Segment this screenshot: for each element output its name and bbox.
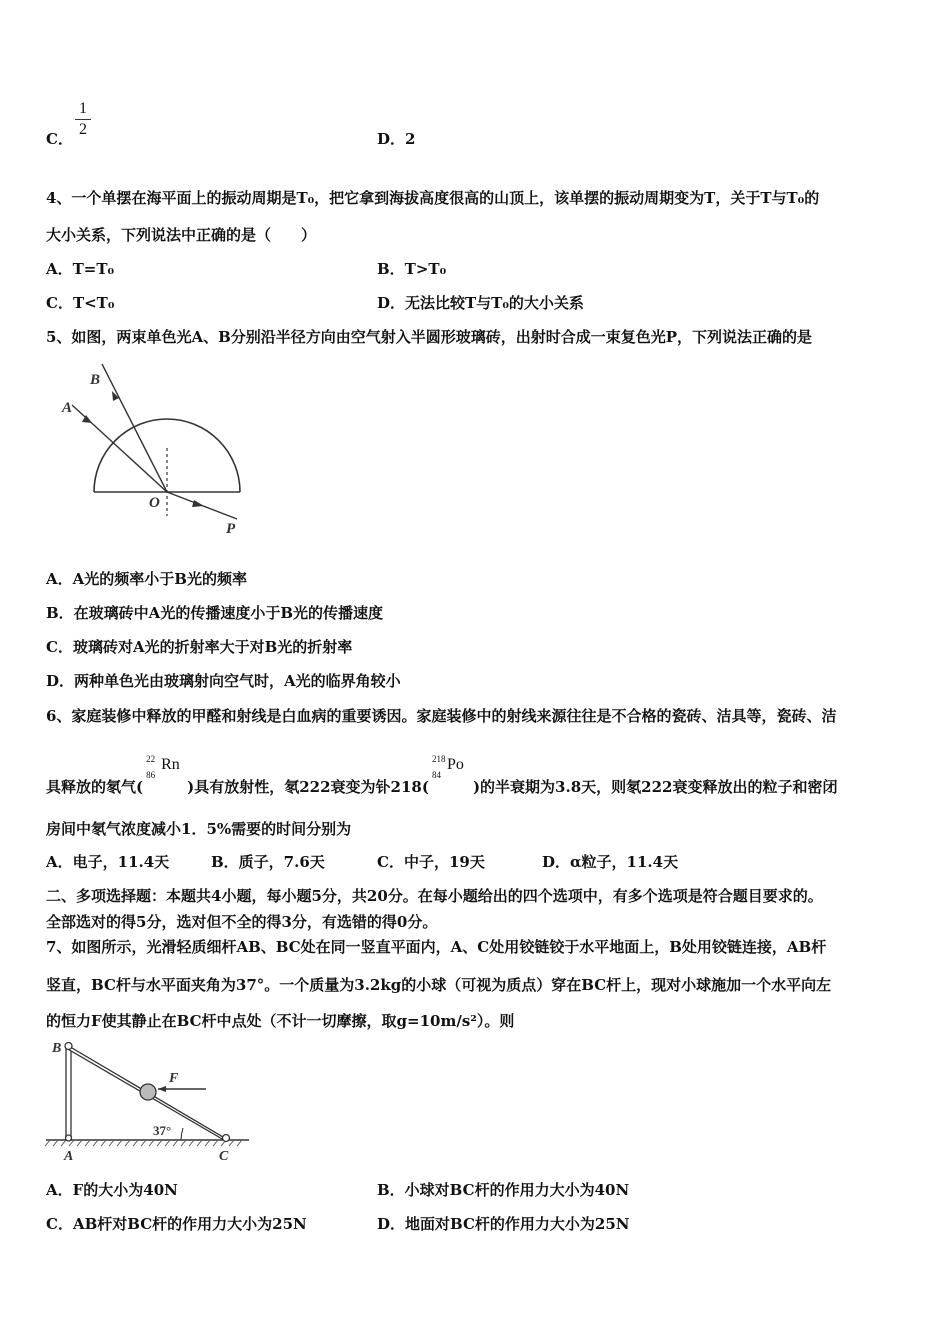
q3-option-c-fraction bbox=[75, 100, 91, 139]
hinge-a bbox=[66, 1135, 72, 1141]
ground-hatching bbox=[45, 1140, 242, 1146]
q6-option-d: D．α粒子，11.4天 bbox=[542, 853, 679, 871]
section2-header-line1: 二、多项选择题：本题共4小题，每小题5分，共20分。在每小题给出的四个选项中，有多个选项是符合题目要求的。 bbox=[46, 887, 823, 905]
radon-atomic-number: 86 bbox=[146, 770, 156, 780]
q6-line2-part-a: 具释放的氡气( bbox=[46, 778, 144, 796]
polonium-atomic-number: 84 bbox=[431, 770, 441, 780]
rod-ab bbox=[66, 1046, 71, 1140]
label-o: O bbox=[149, 495, 160, 511]
label-b: B bbox=[90, 372, 101, 388]
angle-arc bbox=[181, 1128, 183, 1140]
label-a: A bbox=[64, 1149, 74, 1164]
force-f-arrow bbox=[158, 1086, 166, 1092]
label-b: B bbox=[52, 1041, 62, 1056]
ray-b-line bbox=[102, 364, 167, 492]
q7-stem-line3: 的恒力F使其静止在BC杆中点处（不计一切摩擦，取g=10m/s²）。则 bbox=[46, 1012, 515, 1030]
q4-option-c: C．T<T₀ bbox=[46, 294, 115, 312]
q7-option-a: A．F的大小为40N bbox=[46, 1181, 178, 1199]
q4-option-d: D．无法比较T与T₀的大小关系 bbox=[377, 294, 584, 312]
q6-line2-part-b: )具有放射性，氡222衰变为钋218( bbox=[187, 778, 429, 796]
q7-rod-figure bbox=[44, 1036, 254, 1166]
q7-option-b: B．小球对BC杆的作用力大小为40N bbox=[377, 1181, 630, 1199]
q4-option-b: B．T>T₀ bbox=[377, 260, 447, 278]
q5-option-b: B．在玻璃砖中A光的传播速度小于B光的传播速度 bbox=[46, 604, 383, 622]
radon-symbol: Rn bbox=[161, 756, 180, 773]
q3-option-d: D．2 bbox=[377, 130, 416, 148]
q5-option-d: D．两种单色光由玻璃射向空气时，A光的临界角较小 bbox=[46, 672, 401, 690]
q7-stem-line1: 7、如图所示，光滑轻质细杆AB、BC处在同一竖直平面内，A、C处用铰链铰于水平地面上，B处用铰链连接，AB杆 bbox=[46, 938, 827, 956]
hinge-c bbox=[223, 1135, 230, 1142]
radon-mass-number: 22 bbox=[146, 754, 156, 764]
label-f: F bbox=[169, 1071, 179, 1086]
polonium-nuclide bbox=[429, 754, 473, 794]
q3-fraction-numerator: 1 bbox=[79, 100, 87, 117]
q4-stem-line1: 4、一个单摆在海平面上的振动周期是T₀，把它拿到海拔高度很高的山顶上，该单摆的振动周期变为T，关于T与T₀的 bbox=[46, 189, 820, 207]
q5-option-a: A．A光的频率小于B光的频率 bbox=[46, 570, 247, 588]
label-angle: 37° bbox=[153, 1123, 172, 1138]
q5-semicircle-figure bbox=[50, 360, 250, 540]
q4-stem-line2: 大小关系，下列说法中正确的是（ ） bbox=[46, 226, 317, 244]
q6-option-b: B．质子，7.6天 bbox=[211, 853, 325, 871]
label-c: C bbox=[219, 1149, 229, 1164]
label-a: A bbox=[62, 400, 73, 416]
label-p: P bbox=[226, 521, 236, 537]
q7-option-d: D．地面对BC杆的作用力大小为25N bbox=[377, 1215, 630, 1233]
radon-nuclide bbox=[143, 754, 187, 794]
q7-stem-line2: 竖直，BC杆与水平面夹角为37°。一个质量为3.2kg的小球（可视为质点）穿在BC杆上，现对小球施加一个水平向左 bbox=[46, 976, 832, 994]
ball bbox=[140, 1084, 156, 1100]
section2-header-line2: 全部选对的得5分，选对但不全的得3分，有选错的得0分。 bbox=[46, 913, 438, 931]
polonium-mass-number: 218 bbox=[431, 754, 446, 764]
q5-option-c: C．玻璃砖对A光的折射率大于对B光的折射率 bbox=[46, 638, 353, 656]
q6-line2-part-c: )的半衰期为3.8天，则氡222衰变释放出的粒子和密闭 bbox=[472, 778, 838, 796]
hinge-b bbox=[65, 1043, 72, 1050]
q3-option-c-label: C． bbox=[46, 130, 73, 148]
q6-stem-line1: 6、家庭装修中释放的甲醛和射线是白血病的重要诱因。家庭装修中的射线来源往往是不合格的瓷砖、洁具等，瓷砖、洁 bbox=[46, 707, 837, 725]
polonium-symbol: Po bbox=[446, 756, 464, 773]
q3-fraction-bar bbox=[75, 119, 91, 120]
ray-p-arrow bbox=[192, 500, 204, 507]
q4-option-a: A．T=T₀ bbox=[46, 260, 115, 278]
q6-option-a: A．电子，11.4天 bbox=[46, 853, 170, 871]
q6-stem-line3: 房间中氡气浓度减小1．5%需要的时间分别为 bbox=[46, 820, 352, 838]
q6-option-c: C．中子，19天 bbox=[377, 853, 485, 871]
q7-option-c: C．AB杆对BC杆的作用力大小为25N bbox=[46, 1215, 307, 1233]
q5-stem: 5、如图，两束单色光A、B分别沿半径方向由空气射入半圆形玻璃砖，出射时合成一束复色光P，下列说法正确的是 bbox=[46, 328, 813, 346]
q3-fraction-denominator: 2 bbox=[79, 121, 87, 138]
q6-stem-line2 bbox=[46, 754, 838, 797]
